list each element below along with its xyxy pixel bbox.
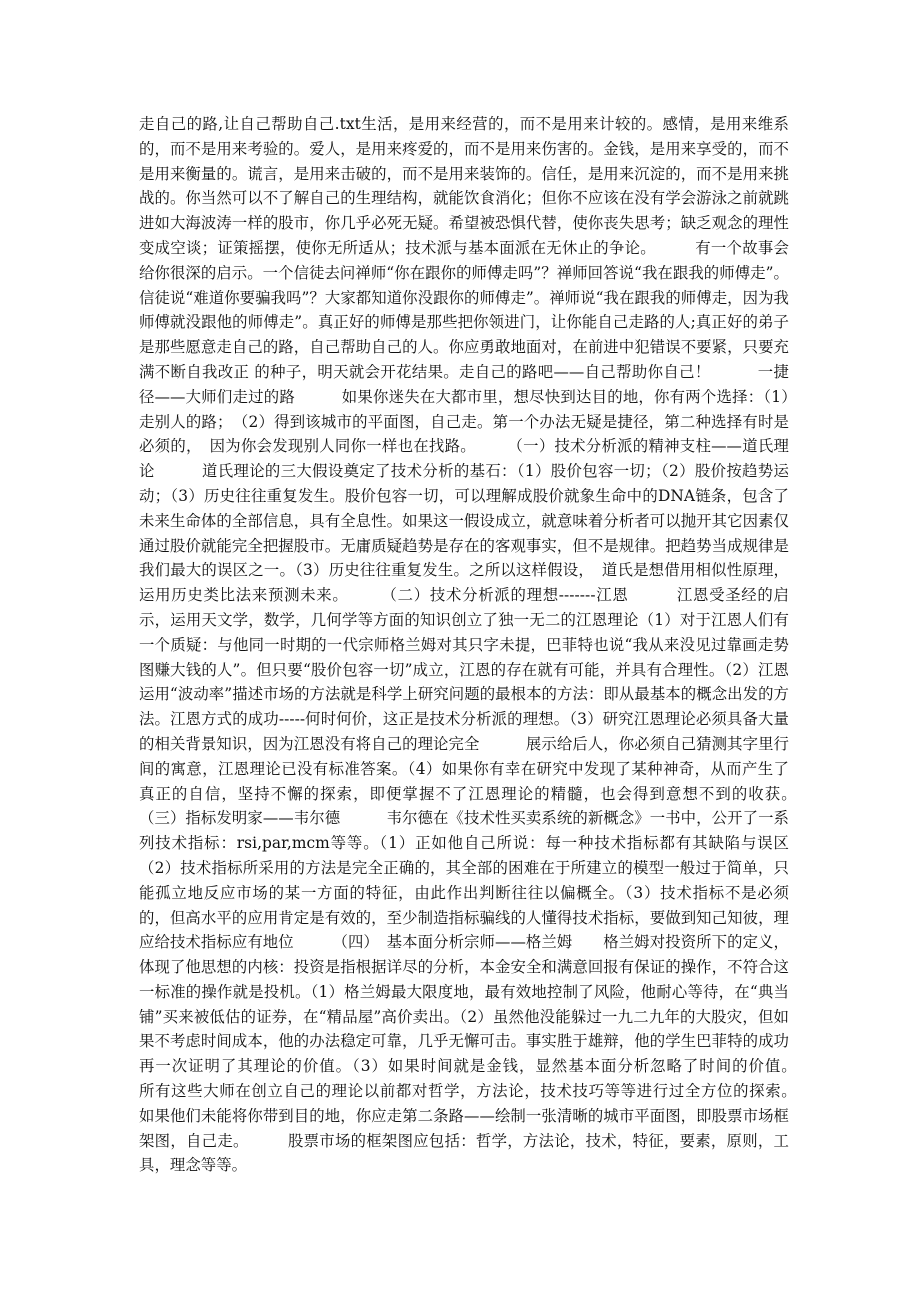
body-text: 走自己的路,让自己帮助自己.txt生活，是用来经营的，而不是用来计较的。感情，是用来维系的，而不是用来考验的。爱人，是用来疼爱的，而不是用来伤害的。金钱，是用来享受的，而不是用来衡量的。谎言，是用来击破的，而不是用来装饰的。信任，是用来沉淀的，而不是用来挑战的。你当然可以不了解自己的生理结构，就能饮食消化；但你不应该在没有学会游泳之前就跳进如大海波涛一样的股市，你几乎必死无疑。希望被恐惧代替，使你丧失思考；缺乏观念的理性变成空谈；证策摇摆，使你无所适从；技术派与基本面派在无休止的争论。 有一个故事会给你很深的启示。一个信徒去问禅师“你在跟你的师傅走吗”？禅师回答说“我在跟我的师傅走”。信徒说“难道你要骗我吗”？大家都知道你没跟你的师傅走”。禅师说“我在跟我的师傅走，因为我师傅就没跟他的师傅走”。真正好的师傅是那些把你领进门，让你能自己走路的人;真正好的弟子是那些愿意走自己的路，自己帮助自己的人。你应勇敢地面对，在前进中犯错误不要紧，只要充满不断自我改正 的种子，明天就会开花结果。走自己的路吧——自己帮助你自己！ 一捷径——大师们走过的路 如果你迷失在大都市里，想尽快到达目的地，你有两个选择：（1）走别人的路； （2）得到该城市的平面图，自己走。第一个办法无疑是捷径，第二种选择有时是必须的， 因为你会发现别人同你一样也在找路。 （一）技术分析派的精神支柱——道氏理论 道氏理论的三大假设奠定了技术分析的基石：（1）股价包容一切；（2）股价按趋势运动；（3）历史往往重复发生。股价包容一切，可以理解成股价就象生命中的DNA链条，包含了未来生命体的全部信息，具有全息性。如果这一假设成立，就意味着分析者可以抛开其它因素仅通过股价就能完全把握股市。无庸质疑趋势是存在的客观事实，但不是规律。把趋势当成规律是我们最大的误区之一。（3）历史往往重复发生。之所以这样假设， 道氏是想借用相似性原理，运用历史类比法来预测未来。 （二）技术分析派的理想-------江恩 江恩受圣经的启示，运用天文学，数学，几何学等方面的知识创立了独一无二的江恩理论（1）对于江恩人们有一个质疑：与他同一时期的一代宗师格兰姆对其只字未提，巴菲特也说“我从来没见过靠画走势图赚大钱的人”。但只要“股价包容一切”成立，江恩的存在就有可能，并具有合理性。（2）江恩运用“波动率”描述市场的方法就是科学上研究问题的最根本的方法：即从最基本的概念出发的方法。江恩方式的成功-----何时何价，这正是技术分析派的理想。（3）研究江恩理论必须具备大量的相关背景知识，因为江恩没有将自己的理论完全 展示给后人，你必须自己猜测其字里行间的寓意，江恩理论已没有标准答案。（4）如果你有幸在研究中发现了某种神奇，从而产生了真正的自信，坚持不懈的探索，即便掌握不了江恩理论的精髓，也会得到意想不到的收获。 （三）指标发明家——韦尔德 韦尔德在《技术性买卖系统的新概念》一书中，公开了一系列技术指标：rsi,par,mcm等等。（1）正如他自己所说：每一种技术指标都有其缺陷与误区（2）技术指标所采用的方法是完全正确的，其全部的困难在于所建立的模型一般过于简单，只能孤立地反应市场的某一方面的特征，由此作出判断往往以偏概全。（3）技术指标不是必须的，但高水平的应用肯定是有效的，至少制造指标骗线的人懂得技术指标，要做到知己知彼，理应给技术指标应有地位 （四） 基本面分析宗师——格兰姆 格兰姆对投资所下的定义，体现了他思想的内核：投资是指根据详尽的分析，本金安全和满意回报有保证的操作，不符合这一标准的操作就是投机。（1）格兰姆最大限度地，最有效地控制了风险，他耐心等待，在“典当铺”买来被低估的证券，在“精品屋”高价卖出。（2）虽然他没能躲过一九二九年的大股灾，但如果不考虑时间成本，他的办法稳定可靠，几乎无懈可击。事实胜于雄辩，他的学生巴菲特的成功再一次证明了其理论的价值。（3）如果时间就是金钱，显然基本面分析忽略了时间的价值。 所有这些大师在创立自己的理论以前都对哲学，方法论，技术技巧等等进行过全方位的探索。 如果他们未能将你带到目的地，你应走第二条路——绘制一张清晰的城市平面图，即股票市场框架图，自己走。 股票市场的框架图应包括：哲学，方法论，技术，特征，要素，原则，工具，理念等等。 xyxy=(139,115,836,1175)
